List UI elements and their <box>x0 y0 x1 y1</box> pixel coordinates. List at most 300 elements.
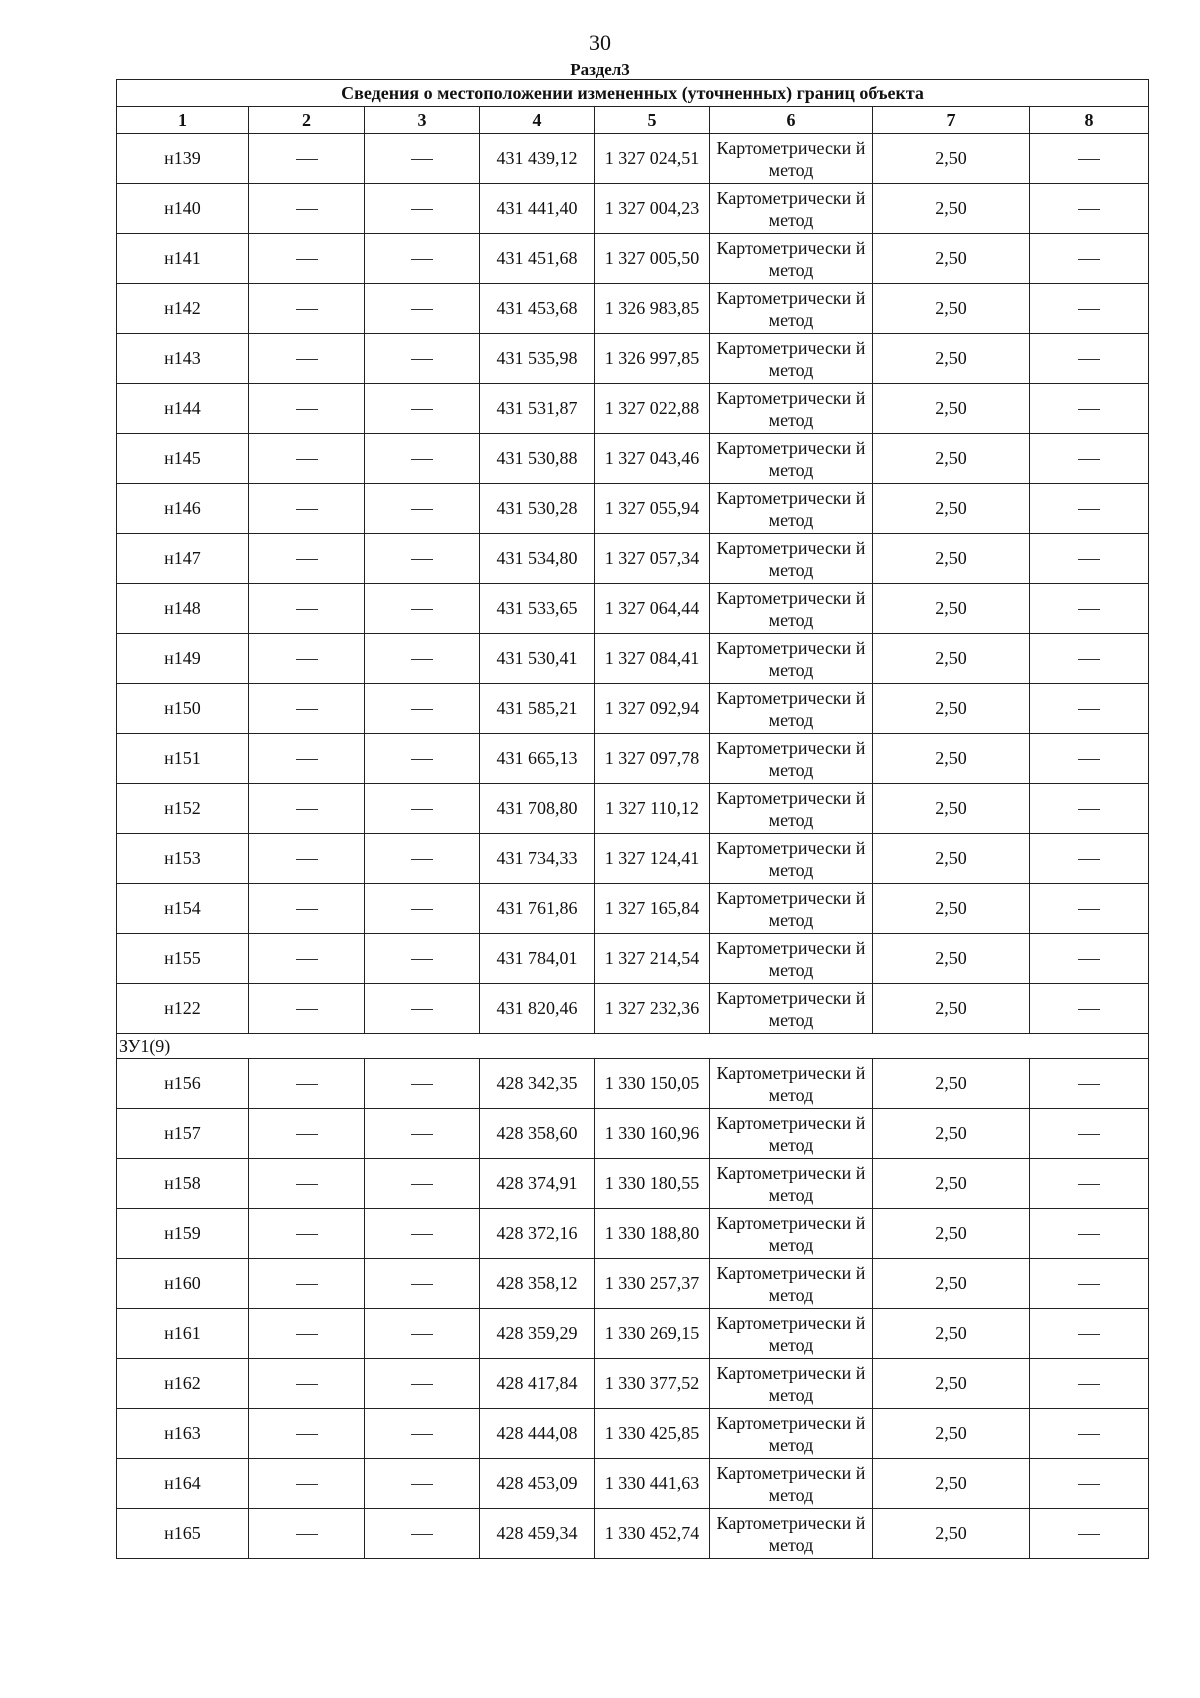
method-cell: Картометрически й метод <box>710 284 873 334</box>
method-cell: Картометрически й метод <box>710 984 873 1034</box>
col2-empty-cell <box>249 1309 365 1359</box>
point-name-cell: н142 <box>117 284 249 334</box>
method-cell: Картометрически й метод <box>710 1159 873 1209</box>
y-coordinate-cell: 1 327 064,44 <box>595 584 710 634</box>
table-row <box>117 684 1149 734</box>
x-coordinate-cell: 431 665,13 <box>480 734 595 784</box>
table-row <box>117 984 1149 1034</box>
point-name-cell: н163 <box>117 1409 249 1459</box>
x-coordinate-cell: 431 530,41 <box>480 634 595 684</box>
empty-dash <box>411 859 433 860</box>
col2-empty-cell <box>249 334 365 384</box>
table-row <box>117 534 1149 584</box>
table-row <box>117 1409 1149 1459</box>
point-name-cell: н164 <box>117 1459 249 1509</box>
method-cell: Картометрически й метод <box>710 1059 873 1109</box>
accuracy-cell: 2,50 <box>873 334 1030 384</box>
column-number-1: 1 <box>117 107 249 134</box>
empty-dash <box>411 1234 433 1235</box>
y-coordinate-cell: 1 327 084,41 <box>595 634 710 684</box>
table-row <box>117 734 1149 784</box>
empty-dash <box>1078 759 1100 760</box>
col2-empty-cell <box>249 534 365 584</box>
column-number-6: 6 <box>710 107 873 134</box>
col2-empty-cell <box>249 1259 365 1309</box>
col8-empty-cell <box>1030 934 1149 984</box>
col3-empty-cell <box>365 184 480 234</box>
empty-dash <box>1078 1234 1100 1235</box>
table-row <box>117 1159 1149 1209</box>
point-name-cell: н151 <box>117 734 249 784</box>
y-coordinate-cell: 1 327 124,41 <box>595 834 710 884</box>
point-name-cell: н146 <box>117 484 249 534</box>
empty-dash <box>1078 159 1100 160</box>
empty-dash <box>296 159 318 160</box>
empty-dash <box>1078 209 1100 210</box>
point-name-cell: н158 <box>117 1159 249 1209</box>
y-coordinate-cell: 1 330 188,80 <box>595 1209 710 1259</box>
x-coordinate-cell: 431 708,80 <box>480 784 595 834</box>
empty-dash <box>411 809 433 810</box>
x-coordinate-cell: 428 358,12 <box>480 1259 595 1309</box>
empty-dash <box>411 1284 433 1285</box>
col2-empty-cell <box>249 584 365 634</box>
table-row <box>117 1359 1149 1409</box>
accuracy-cell: 2,50 <box>873 784 1030 834</box>
table-row <box>117 1509 1149 1559</box>
column-number-7: 7 <box>873 107 1030 134</box>
col2-empty-cell <box>249 234 365 284</box>
empty-dash <box>411 1184 433 1185</box>
table-row <box>117 1459 1149 1509</box>
empty-dash <box>296 959 318 960</box>
x-coordinate-cell: 428 358,60 <box>480 1109 595 1159</box>
col2-empty-cell <box>249 734 365 784</box>
empty-dash <box>411 1334 433 1335</box>
col3-empty-cell <box>365 334 480 384</box>
point-name-cell: н160 <box>117 1259 249 1309</box>
table-row <box>117 634 1149 684</box>
method-cell: Картометрически й метод <box>710 1109 873 1159</box>
y-coordinate-cell: 1 330 377,52 <box>595 1359 710 1409</box>
table-row <box>117 484 1149 534</box>
col2-empty-cell <box>249 384 365 434</box>
accuracy-cell: 2,50 <box>873 134 1030 184</box>
x-coordinate-cell: 428 374,91 <box>480 1159 595 1209</box>
col8-empty-cell <box>1030 1409 1149 1459</box>
empty-dash <box>296 659 318 660</box>
empty-dash <box>411 559 433 560</box>
empty-dash <box>411 709 433 710</box>
accuracy-cell: 2,50 <box>873 534 1030 584</box>
col8-empty-cell <box>1030 384 1149 434</box>
empty-dash <box>296 359 318 360</box>
point-name-cell: н144 <box>117 384 249 434</box>
method-cell: Картометрически й метод <box>710 1459 873 1509</box>
method-cell: Картометрически й метод <box>710 434 873 484</box>
y-coordinate-cell: 1 330 425,85 <box>595 1409 710 1459</box>
col3-empty-cell <box>365 384 480 434</box>
col3-empty-cell <box>365 984 480 1034</box>
table-row <box>117 184 1149 234</box>
accuracy-cell: 2,50 <box>873 484 1030 534</box>
col3-empty-cell <box>365 534 480 584</box>
group-header-row <box>117 1034 1149 1059</box>
empty-dash <box>411 459 433 460</box>
y-coordinate-cell: 1 327 057,34 <box>595 534 710 584</box>
empty-dash <box>1078 509 1100 510</box>
col3-empty-cell <box>365 1409 480 1459</box>
accuracy-cell: 2,50 <box>873 434 1030 484</box>
col8-empty-cell <box>1030 334 1149 384</box>
col2-empty-cell <box>249 1059 365 1109</box>
col8-empty-cell <box>1030 1059 1149 1109</box>
col8-empty-cell <box>1030 284 1149 334</box>
empty-dash <box>1078 459 1100 460</box>
empty-dash <box>1078 709 1100 710</box>
x-coordinate-cell: 431 761,86 <box>480 884 595 934</box>
col3-empty-cell <box>365 1059 480 1109</box>
accuracy-cell: 2,50 <box>873 1509 1030 1559</box>
point-name-cell: н165 <box>117 1509 249 1559</box>
empty-dash <box>296 709 318 710</box>
accuracy-cell: 2,50 <box>873 1459 1030 1509</box>
y-coordinate-cell: 1 330 150,05 <box>595 1059 710 1109</box>
accuracy-cell: 2,50 <box>873 734 1030 784</box>
method-cell: Картометрически й метод <box>710 1509 873 1559</box>
col8-empty-cell <box>1030 1159 1149 1209</box>
empty-dash <box>411 1434 433 1435</box>
empty-dash <box>1078 1284 1100 1285</box>
empty-dash <box>411 909 433 910</box>
accuracy-cell: 2,50 <box>873 684 1030 734</box>
col3-empty-cell <box>365 684 480 734</box>
empty-dash <box>296 1484 318 1485</box>
y-coordinate-cell: 1 327 005,50 <box>595 234 710 284</box>
empty-dash <box>296 909 318 910</box>
col8-empty-cell <box>1030 884 1149 934</box>
col3-empty-cell <box>365 1359 480 1409</box>
y-coordinate-cell: 1 327 110,12 <box>595 784 710 834</box>
y-coordinate-cell: 1 327 022,88 <box>595 384 710 434</box>
table-row <box>117 134 1149 184</box>
accuracy-cell: 2,50 <box>873 1209 1030 1259</box>
x-coordinate-cell: 431 784,01 <box>480 934 595 984</box>
empty-dash <box>411 659 433 660</box>
empty-dash <box>1078 259 1100 260</box>
x-coordinate-cell: 431 534,80 <box>480 534 595 584</box>
col2-empty-cell <box>249 1159 365 1209</box>
col8-empty-cell <box>1030 1109 1149 1159</box>
y-coordinate-cell: 1 327 024,51 <box>595 134 710 184</box>
col2-empty-cell <box>249 1359 365 1409</box>
col3-empty-cell <box>365 584 480 634</box>
y-coordinate-cell: 1 327 043,46 <box>595 434 710 484</box>
col3-empty-cell <box>365 1259 480 1309</box>
empty-dash <box>411 1384 433 1385</box>
column-number-2: 2 <box>249 107 365 134</box>
col2-empty-cell <box>249 1509 365 1559</box>
empty-dash <box>411 1134 433 1135</box>
x-coordinate-cell: 428 359,29 <box>480 1309 595 1359</box>
method-cell: Картометрически й метод <box>710 1259 873 1309</box>
empty-dash <box>1078 1484 1100 1485</box>
col8-empty-cell <box>1030 434 1149 484</box>
col8-empty-cell <box>1030 1209 1149 1259</box>
col8-empty-cell <box>1030 634 1149 684</box>
page-number: 30 <box>589 30 611 55</box>
col2-empty-cell <box>249 834 365 884</box>
y-coordinate-cell: 1 330 257,37 <box>595 1259 710 1309</box>
point-name-cell: н156 <box>117 1059 249 1109</box>
empty-dash <box>296 859 318 860</box>
empty-dash <box>296 1334 318 1335</box>
col3-empty-cell <box>365 1309 480 1359</box>
empty-dash <box>296 1184 318 1185</box>
col8-empty-cell <box>1030 1259 1149 1309</box>
accuracy-cell: 2,50 <box>873 934 1030 984</box>
col3-empty-cell <box>365 434 480 484</box>
point-name-cell: н154 <box>117 884 249 934</box>
empty-dash <box>411 509 433 510</box>
table-row <box>117 934 1149 984</box>
table-row <box>117 334 1149 384</box>
y-coordinate-cell: 1 327 004,23 <box>595 184 710 234</box>
col8-empty-cell <box>1030 834 1149 884</box>
col2-empty-cell <box>249 984 365 1034</box>
empty-dash <box>411 959 433 960</box>
x-coordinate-cell: 431 439,12 <box>480 134 595 184</box>
column-number-3: 3 <box>365 107 480 134</box>
method-cell: Картометрически й метод <box>710 1359 873 1409</box>
point-name-cell: н153 <box>117 834 249 884</box>
empty-dash <box>296 459 318 460</box>
col3-empty-cell <box>365 234 480 284</box>
y-coordinate-cell: 1 326 983,85 <box>595 284 710 334</box>
point-name-cell: н122 <box>117 984 249 1034</box>
x-coordinate-cell: 431 531,87 <box>480 384 595 434</box>
col2-empty-cell <box>249 784 365 834</box>
point-name-cell: н148 <box>117 584 249 634</box>
point-name-cell: н145 <box>117 434 249 484</box>
col2-empty-cell <box>249 1409 365 1459</box>
table-body <box>117 134 1149 1559</box>
empty-dash <box>296 259 318 260</box>
method-cell: Картометрически й метод <box>710 384 873 434</box>
column-number-5: 5 <box>595 107 710 134</box>
accuracy-cell: 2,50 <box>873 1409 1030 1459</box>
empty-dash <box>411 359 433 360</box>
col2-empty-cell <box>249 1109 365 1159</box>
col8-empty-cell <box>1030 1459 1149 1509</box>
empty-dash <box>411 759 433 760</box>
method-cell: Картометрически й метод <box>710 334 873 384</box>
point-name-cell: н140 <box>117 184 249 234</box>
empty-dash <box>296 1084 318 1085</box>
table-row <box>117 384 1149 434</box>
empty-dash <box>1078 909 1100 910</box>
accuracy-cell: 2,50 <box>873 284 1030 334</box>
col2-empty-cell <box>249 934 365 984</box>
table-row <box>117 234 1149 284</box>
empty-dash <box>411 309 433 310</box>
empty-dash <box>296 1284 318 1285</box>
col3-empty-cell <box>365 834 480 884</box>
col8-empty-cell <box>1030 1509 1149 1559</box>
empty-dash <box>1078 859 1100 860</box>
point-name-cell: н147 <box>117 534 249 584</box>
y-coordinate-cell: 1 327 214,54 <box>595 934 710 984</box>
empty-dash <box>296 759 318 760</box>
col2-empty-cell <box>249 134 365 184</box>
col3-empty-cell <box>365 784 480 834</box>
col2-empty-cell <box>249 1209 365 1259</box>
empty-dash <box>296 509 318 510</box>
point-name-cell: н157 <box>117 1109 249 1159</box>
x-coordinate-cell: 428 453,09 <box>480 1459 595 1509</box>
col3-empty-cell <box>365 1209 480 1259</box>
empty-dash <box>1078 809 1100 810</box>
method-cell: Картометрически й метод <box>710 534 873 584</box>
empty-dash <box>1078 1134 1100 1135</box>
empty-dash <box>296 559 318 560</box>
accuracy-cell: 2,50 <box>873 634 1030 684</box>
y-coordinate-cell: 1 330 441,63 <box>595 1459 710 1509</box>
empty-dash <box>296 309 318 310</box>
col2-empty-cell <box>249 684 365 734</box>
col3-empty-cell <box>365 634 480 684</box>
table-row <box>117 1309 1149 1359</box>
point-name-cell: н162 <box>117 1359 249 1409</box>
empty-dash <box>1078 309 1100 310</box>
y-coordinate-cell: 1 330 180,55 <box>595 1159 710 1209</box>
x-coordinate-cell: 431 734,33 <box>480 834 595 884</box>
col2-empty-cell <box>249 284 365 334</box>
x-coordinate-cell: 428 417,84 <box>480 1359 595 1409</box>
col8-empty-cell <box>1030 1309 1149 1359</box>
accuracy-cell: 2,50 <box>873 1309 1030 1359</box>
accuracy-cell: 2,50 <box>873 1259 1030 1309</box>
method-cell: Картометрически й метод <box>710 1309 873 1359</box>
col8-empty-cell <box>1030 484 1149 534</box>
point-name-cell: н155 <box>117 934 249 984</box>
x-coordinate-cell: 431 585,21 <box>480 684 595 734</box>
x-coordinate-cell: 428 459,34 <box>480 1509 595 1559</box>
col3-empty-cell <box>365 1459 480 1509</box>
method-cell: Картометрически й метод <box>710 834 873 884</box>
accuracy-cell: 2,50 <box>873 384 1030 434</box>
method-cell: Картометрически й метод <box>710 484 873 534</box>
col2-empty-cell <box>249 434 365 484</box>
empty-dash <box>296 609 318 610</box>
empty-dash <box>411 1084 433 1085</box>
table-row <box>117 1259 1149 1309</box>
method-cell: Картометрически й метод <box>710 634 873 684</box>
x-coordinate-cell: 431 451,68 <box>480 234 595 284</box>
point-name-cell: н143 <box>117 334 249 384</box>
col3-empty-cell <box>365 484 480 534</box>
point-name-cell: н149 <box>117 634 249 684</box>
empty-dash <box>411 609 433 610</box>
y-coordinate-cell: 1 327 232,36 <box>595 984 710 1034</box>
point-name-cell: н141 <box>117 234 249 284</box>
col3-empty-cell <box>365 1109 480 1159</box>
x-coordinate-cell: 431 535,98 <box>480 334 595 384</box>
y-coordinate-cell: 1 327 097,78 <box>595 734 710 784</box>
method-cell: Картометрически й метод <box>710 934 873 984</box>
empty-dash <box>1078 1334 1100 1335</box>
y-coordinate-cell: 1 327 092,94 <box>595 684 710 734</box>
empty-dash <box>1078 1184 1100 1185</box>
col2-empty-cell <box>249 884 365 934</box>
col8-empty-cell <box>1030 1359 1149 1409</box>
col8-empty-cell <box>1030 134 1149 184</box>
table-row <box>117 784 1149 834</box>
x-coordinate-cell: 428 444,08 <box>480 1409 595 1459</box>
method-cell: Картометрически й метод <box>710 584 873 634</box>
empty-dash <box>296 1534 318 1535</box>
section-title: Раздел3 <box>570 60 630 79</box>
y-coordinate-cell: 1 330 452,74 <box>595 1509 710 1559</box>
col3-empty-cell <box>365 884 480 934</box>
y-coordinate-cell: 1 327 055,94 <box>595 484 710 534</box>
empty-dash <box>411 409 433 410</box>
empty-dash <box>296 1009 318 1010</box>
col3-empty-cell <box>365 734 480 784</box>
col8-empty-cell <box>1030 234 1149 284</box>
y-coordinate-cell: 1 330 160,96 <box>595 1109 710 1159</box>
col8-empty-cell <box>1030 984 1149 1034</box>
table-caption: Сведения о местоположении измененных (уточненных) границ объекта <box>117 80 1149 107</box>
empty-dash <box>296 1384 318 1385</box>
method-cell: Картометрически й метод <box>710 684 873 734</box>
col2-empty-cell <box>249 1459 365 1509</box>
empty-dash <box>411 1534 433 1535</box>
accuracy-cell: 2,50 <box>873 984 1030 1034</box>
table-row <box>117 834 1149 884</box>
empty-dash <box>1078 1534 1100 1535</box>
column-numbers-row <box>117 107 1149 134</box>
empty-dash <box>411 209 433 210</box>
method-cell: Картометрически й метод <box>710 1409 873 1459</box>
empty-dash <box>1078 409 1100 410</box>
table-row <box>117 1059 1149 1109</box>
group-label: ЗУ1(9) <box>117 1034 1149 1059</box>
col3-empty-cell <box>365 934 480 984</box>
empty-dash <box>411 259 433 260</box>
accuracy-cell: 2,50 <box>873 1109 1030 1159</box>
empty-dash <box>296 209 318 210</box>
col8-empty-cell <box>1030 784 1149 834</box>
point-name-cell: н152 <box>117 784 249 834</box>
empty-dash <box>296 1434 318 1435</box>
method-cell: Картометрически й метод <box>710 134 873 184</box>
point-name-cell: н150 <box>117 684 249 734</box>
method-cell: Картометрически й метод <box>710 1209 873 1259</box>
col3-empty-cell <box>365 134 480 184</box>
accuracy-cell: 2,50 <box>873 1359 1030 1409</box>
method-cell: Картометрически й метод <box>710 884 873 934</box>
table-row <box>117 434 1149 484</box>
table-row <box>117 884 1149 934</box>
col2-empty-cell <box>249 184 365 234</box>
empty-dash <box>1078 359 1100 360</box>
accuracy-cell: 2,50 <box>873 884 1030 934</box>
boundary-coordinates-table <box>116 79 1149 1559</box>
method-cell: Картометрически й метод <box>710 234 873 284</box>
empty-dash <box>1078 1434 1100 1435</box>
method-cell: Картометрически й метод <box>710 184 873 234</box>
